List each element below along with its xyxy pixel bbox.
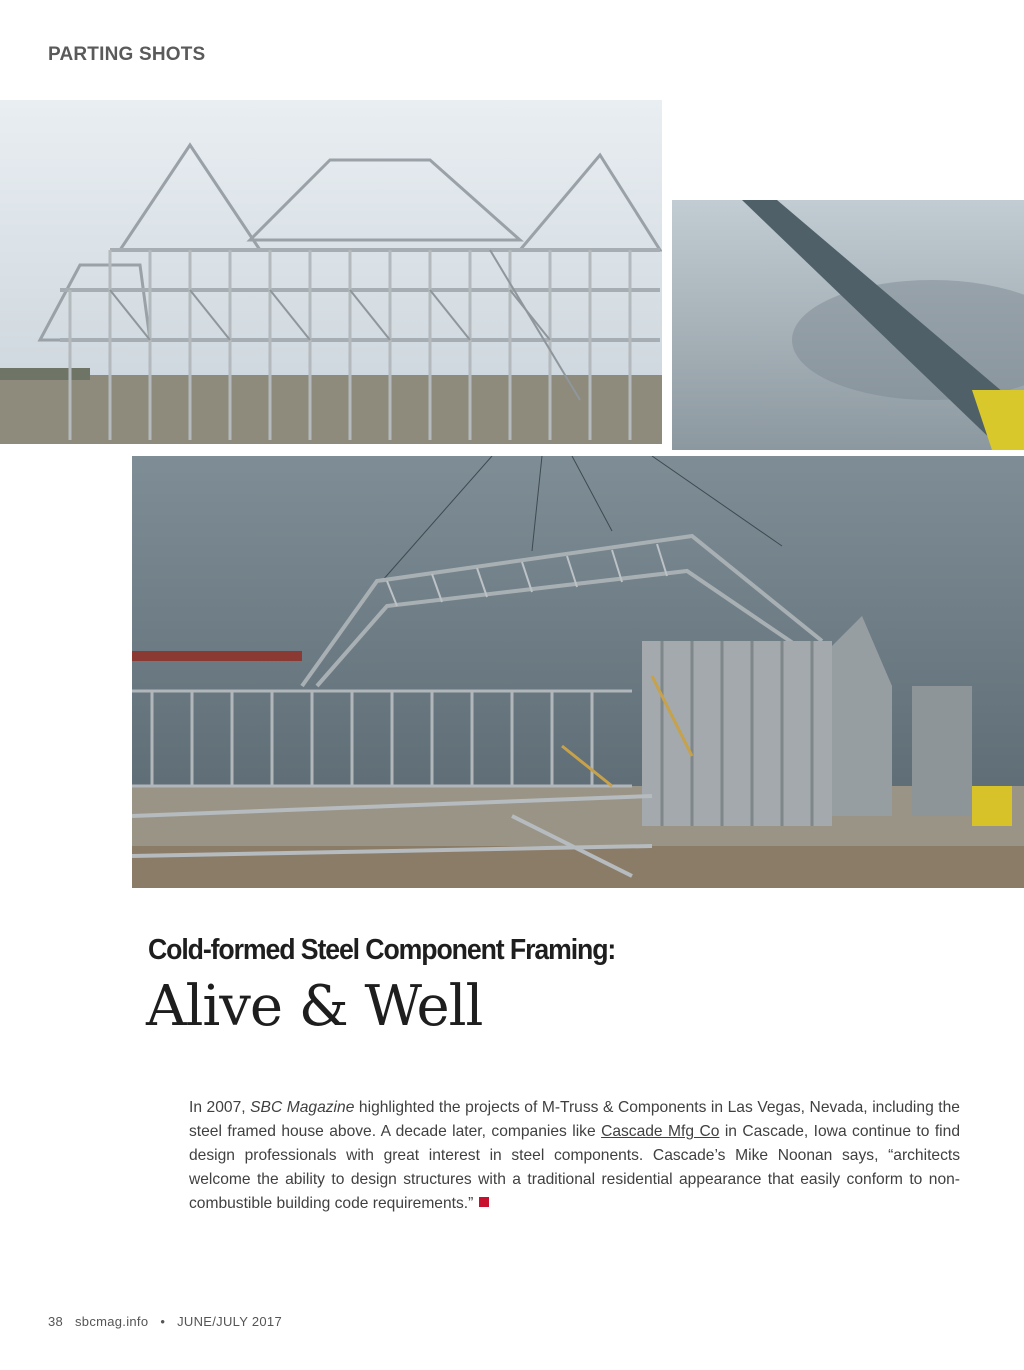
section-label: PARTING SHOTS [48, 44, 206, 65]
page-number: 38 [48, 1314, 64, 1329]
body-part-3: in Cascade, Iowa continue to find design professionals with great interest in steel components. Cascade’s Mike Noonan says, “architects welcome the ability to design structures with a traditional residential appearance that easily conform to non-combustible building code requirements.” [189, 1123, 960, 1212]
body-part-1: In 2007, [189, 1099, 251, 1116]
steel-framed-house-photo [0, 100, 662, 444]
steel-truss-lift-photo [132, 456, 1024, 888]
end-mark-icon [479, 1197, 489, 1207]
footer-site: sbcmag.info [74, 1314, 149, 1329]
article-title: Alive & Well [146, 974, 483, 1039]
article-body [189, 1096, 960, 1216]
footer-issue: JUNE/JULY 2017 [177, 1314, 282, 1329]
cascade-link[interactable]: Cascade Mfg Co [601, 1123, 720, 1140]
body-part-2: highlighted the projects of M-Truss & Components in Las Vegas, Nevada, including the steel framed house above. A decade later, companies like [189, 1099, 960, 1140]
footer-separator: • [160, 1314, 166, 1329]
crane-boom-photo [672, 200, 1024, 450]
magazine-name: SBC Magazine [250, 1099, 355, 1116]
article-kicker: Cold-formed Steel Component Framing: [148, 934, 616, 966]
page-footer [48, 1314, 290, 1329]
